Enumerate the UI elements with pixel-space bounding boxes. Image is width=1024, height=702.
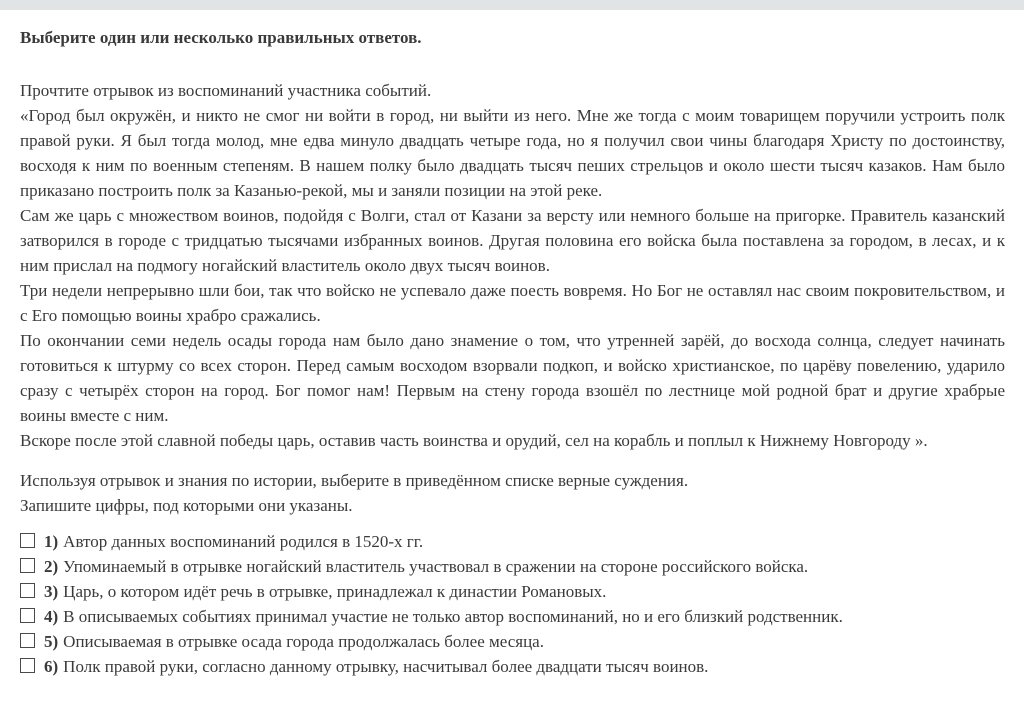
question-title: Выберите один или несколько правильных ответов.	[20, 28, 422, 47]
checkbox-option-5[interactable]	[20, 633, 35, 648]
option-number: 2)	[44, 557, 59, 576]
option-number: 1)	[44, 532, 59, 551]
passage-paragraph: Вскоре после этой славной победы царь, оставив часть воинства и орудий, сел на корабль и поплыл к Нижнему Новгороду ».	[20, 431, 928, 450]
option-text: Полк правой руки, согласно данному отрывку, насчитывал более двадцати тысяч воинов.	[63, 657, 709, 676]
answer-option-2	[20, 554, 1005, 579]
task-instructions	[20, 468, 1005, 518]
option-text: Описываемая в отрывке осада города продолжалась более месяца.	[63, 632, 544, 651]
passage-paragraph: По окончании семи недель осады города нам было дано знамение о том, что утренней зарёй, до восхода солнца, следует начинать готовиться к штурму со всех сторон. Перед самым восходом взорвали подкоп, и войско христианское, по царёву повелению, ударило сразу с четырёх сторон на город. Бог помог нам! Первым на стену города взошёл по лестнице мой родной брат и другие храбрые воины вместе с ним.	[20, 331, 1005, 425]
answer-option-3	[20, 579, 1005, 604]
answer-option-5	[20, 629, 1005, 654]
option-number: 5)	[44, 632, 59, 651]
option-text: В описываемых событиях принимал участие не только автор воспоминаний, но и его близкий родственник.	[63, 607, 843, 626]
checkbox-option-6[interactable]	[20, 658, 35, 673]
question-page	[0, 10, 1024, 679]
option-text: Упоминаемый в отрывке ногайский властитель участвовал в сражении на стороне российского войска.	[63, 557, 809, 576]
option-text: Автор данных воспоминаний родился в 1520-х гг.	[63, 532, 424, 551]
answer-option-6	[20, 654, 1005, 679]
passage-intro: Прочтите отрывок из воспоминаний участника событий.	[20, 81, 432, 100]
answer-options	[20, 529, 1005, 679]
answer-option-4	[20, 604, 1005, 629]
passage-paragraph: Три недели непрерывно шли бои, так что войско не успевало даже поесть вовремя. Но Бог не оставлял нас своим покровительством, и с Его помощью воины храбро сражались.	[20, 281, 1005, 325]
option-number: 3)	[44, 582, 59, 601]
source-passage	[20, 103, 1005, 453]
checkbox-option-3[interactable]	[20, 583, 35, 598]
checkbox-option-4[interactable]	[20, 608, 35, 623]
option-number: 6)	[44, 657, 59, 676]
option-number: 4)	[44, 607, 59, 626]
option-text: Царь, о котором идёт речь в отрывке, принадлежал к династии Романовых.	[63, 582, 607, 601]
top-bar	[0, 0, 1024, 10]
passage-paragraph: «Город был окружён, и никто не смог ни войти в город, ни выйти из него. Мне же тогда с моим товарищем поручили устроить полк правой руки. Я был тогда молод, мне едва минуло двадцать четыре года, но я получил свои чины благодаря Христу по достоинству, восходя к ним по военным степеням. В нашем полку было двадцать тысяч пеших стрельцов и около шести тысяч казаков. Нам было приказано построить полк за Казанью-рекой, мы и заняли позиции на этой реке.	[20, 106, 1005, 200]
answer-option-1	[20, 529, 1005, 554]
checkbox-option-1[interactable]	[20, 533, 35, 548]
instruction-line: Запишите цифры, под которыми они указаны.	[20, 496, 353, 515]
instruction-line: Используя отрывок и знания по истории, выберите в приведённом списке верные суждения.	[20, 471, 689, 490]
passage-paragraph: Сам же царь с множеством воинов, подойдя с Волги, стал от Казани за версту или немного больше на пригорке. Правитель казанский затворился в городе с тридцатью тысячами избранных воинов. Другая половина его войска была поставлена за городом, в лесах, и к ним прислал на подмогу ногайский властитель около двух тысяч воинов.	[20, 206, 1005, 275]
checkbox-option-2[interactable]	[20, 558, 35, 573]
